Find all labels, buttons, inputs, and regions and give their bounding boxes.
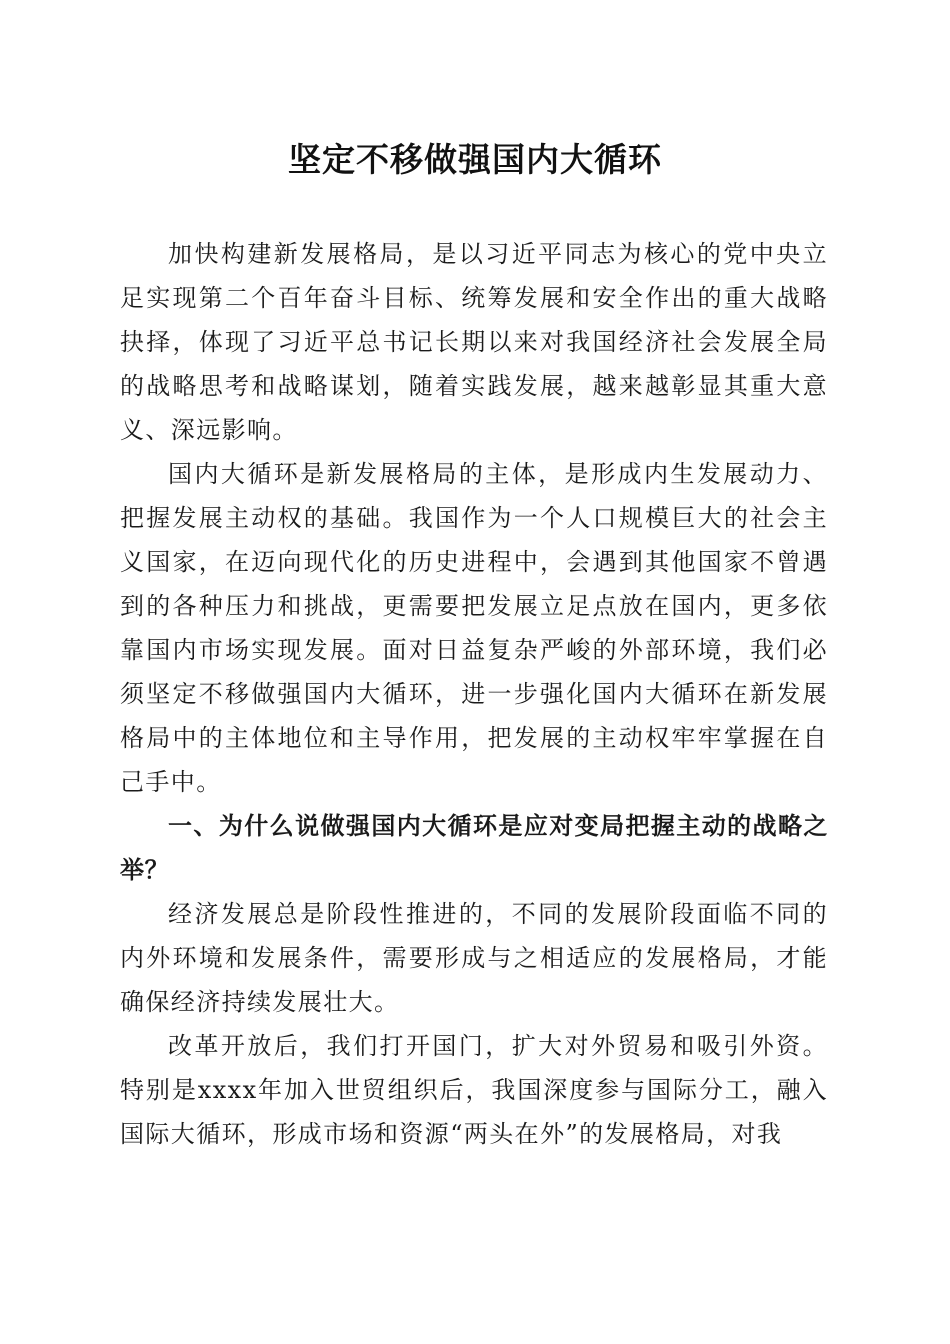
section-heading-1: 一、为什么说做强国内大循环是应对变局把握主动的战略之举？ bbox=[120, 812, 828, 884]
document-body bbox=[120, 232, 828, 1156]
paragraph-intro: 加快构建新发展格局，是以习近平同志为核心的党中央立足实现第二个百年奋斗目标、统筹发展和安全作出的重大战略抉择，体现了习近平总书记长期以来对我国经济社会发展全局的战略思考和战略谋划，随着实践发展，越来越彰显其重大意义、深远影响。 bbox=[120, 240, 828, 444]
document-title: 坚定不移做强国内大循环 bbox=[288, 140, 662, 179]
paragraph-reform-opening: 改革开放后，我们打开国门，扩大对外贸易和吸引外资。特别是xxxx年加入世贸组织后，我国深度参与国际分工，融入国际大循环，形成市场和资源“两头在外”的发展格局，对我 bbox=[120, 1032, 828, 1148]
paragraph-development-stage: 经济发展总是阶段性推进的，不同的发展阶段面临不同的内外环境和发展条件，需要形成与之相适应的发展格局，才能确保经济持续发展壮大。 bbox=[120, 900, 828, 1016]
paragraph-domestic-circulation: 国内大循环是新发展格局的主体，是形成内生发展动力、把握发展主动权的基础。我国作为一个人口规模巨大的社会主义国家，在迈向现代化的历史进程中，会遇到其他国家不曾遇到的各种压力和挑战，更需要把发展立足点放在国内，更多依靠国内市场实现发展。面对日益复杂严峻的外部环境，我们必须坚定不移做强国内大循环，进一步强化国内大循环在新发展格局中的主体地位和主导作用，把发展的主动权牢牢掌握在自己手中。 bbox=[120, 460, 828, 796]
